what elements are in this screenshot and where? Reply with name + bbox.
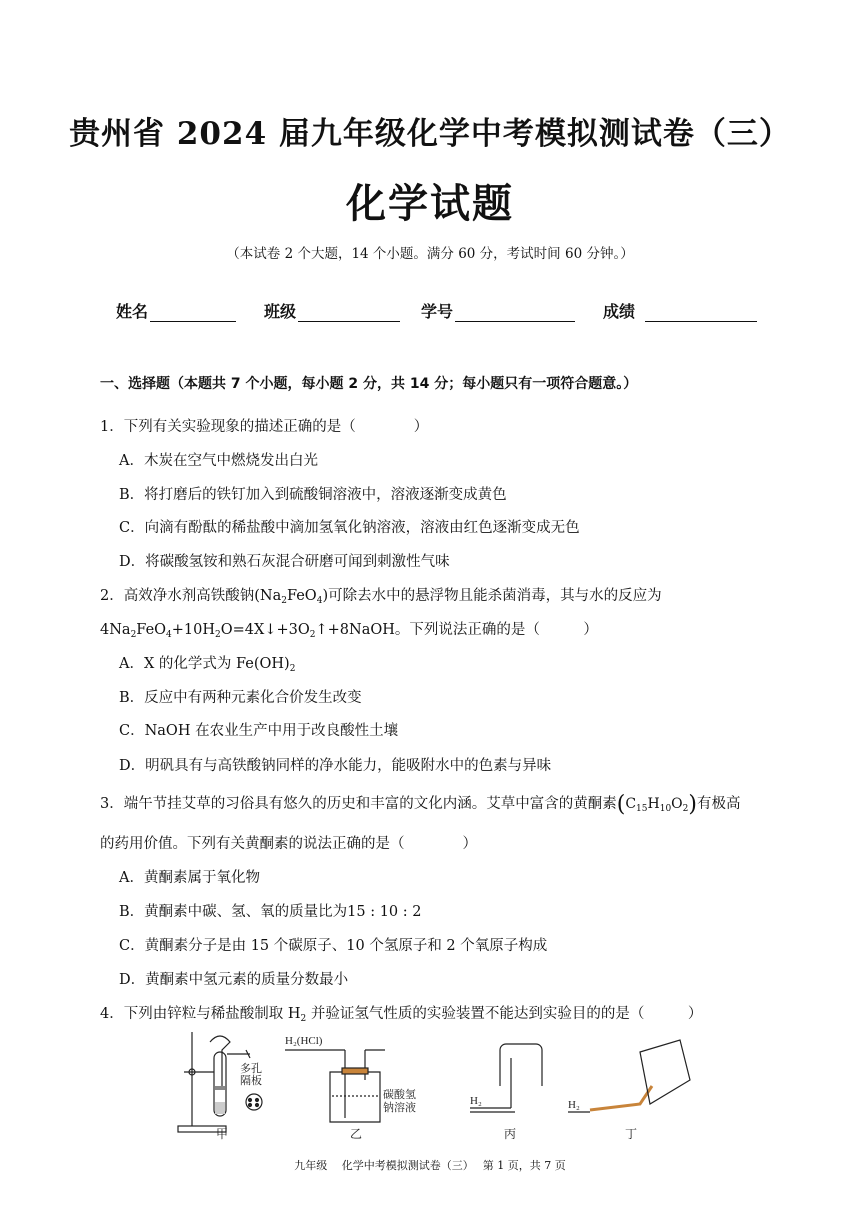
question-2-option-b: B．反应中有两种元素化合价发生改变	[119, 690, 362, 706]
formula-h: H	[647, 796, 660, 812]
jia-label-1: 多孔	[240, 1063, 262, 1075]
question-2-stem	[100, 586, 662, 606]
q2-text-1: 2．高效净水剂高铁酸钠(Na	[100, 588, 282, 604]
eq-sub-2: 4	[166, 630, 172, 640]
name-label: 姓名	[116, 302, 149, 321]
page-footer: 九年级 化学中考模拟测试卷（三） 第 1 页，共 7 页	[294, 1159, 566, 1172]
q3-formula	[625, 794, 688, 814]
name-blank	[150, 303, 236, 322]
id-field	[421, 299, 575, 322]
q3-paren-right: )	[688, 792, 697, 817]
question-1-option-c: C．向滴有酚酞的稀盐酸中滴加氢氧化钠溶液，溶液由红色逐渐变成无色	[119, 520, 580, 536]
eq-sub-1: 2	[130, 630, 137, 640]
question-3-option-a: A．黄酮素属于氧化物	[119, 870, 260, 886]
figure-label-ding: 丁	[625, 1127, 638, 1140]
section-heading: 一、选择题（本题共 7 个小题，每小题 2 分，共 14 分；每小题只有一项符合题意。）	[100, 376, 638, 392]
q2-sub-2: 4	[316, 596, 323, 606]
apparatus-bing	[470, 1044, 542, 1140]
ding-gas-label: H₂	[568, 1099, 580, 1111]
question-1-option-b: B．将打磨后的铁钉加入到硫酸铜溶液中，溶液逐渐变成黄色	[119, 487, 507, 503]
exam-title: 贵州省 2024 届九年级化学中考模拟测试卷（三）	[69, 116, 791, 152]
yi-label-2: 钠溶液	[383, 1102, 416, 1114]
class-field	[264, 299, 400, 322]
question-2-option-a	[119, 654, 295, 674]
q2-text-2: FeO	[286, 588, 317, 604]
figure-label-jia: 甲	[216, 1127, 229, 1140]
exam-note: （本试卷 2 个大题，14 个小题。满分 60 分，考试时间 60 分钟。）	[226, 246, 634, 262]
q2-sub-1: 2	[281, 596, 287, 606]
yi-label-1: 碳酸氢	[383, 1089, 416, 1101]
score-label: 成绩	[603, 302, 636, 321]
question-3-option-d: D．黄酮素中氢元素的质量分数最小	[119, 972, 349, 988]
eq-sub-4: 2	[309, 630, 316, 640]
question-1-option-a: A．木炭在空气中燃烧发出白光	[119, 453, 318, 469]
formula-c: C	[625, 796, 637, 812]
q3-text-2: 有极高	[696, 796, 741, 812]
eq-sub-3: 2	[215, 630, 221, 640]
q3-paren-left: (	[616, 792, 626, 817]
apparatus-ding	[568, 1040, 690, 1140]
class-blank	[298, 303, 400, 322]
jia-label-2: 隔板	[240, 1075, 262, 1087]
exam-subtitle: 化学试题	[346, 181, 514, 227]
question-1-option-d: D．将碳酸氢铵和熟石灰混合研磨可闻到刺激性气味	[119, 554, 450, 570]
formula-o: O	[671, 796, 683, 812]
q2-option-a-text: A．X 的化学式为 Fe(OH)	[119, 656, 290, 672]
question-3-option-b: B．黄酮素中碳、氢、氧的质量比为15 : 10 : 2	[119, 904, 422, 920]
score-field	[603, 299, 757, 322]
eq-part-4: O=4X↓+3O	[220, 622, 310, 638]
question-2-option-d: D．明矾具有与高铁酸钠同样的净水能力，能吸附水中的色素与异味	[119, 758, 552, 774]
question-2-equation	[100, 620, 598, 640]
question-1-stem: 1．下列有关实验现象的描述正确的是（ ）	[100, 419, 429, 435]
q4-text-2: 并验证氢气性质的实验装置不能达到实验目的的是（ ）	[306, 1006, 703, 1022]
q4-text-1: 4．下列由锌粒与稀盐酸制取 H	[100, 1006, 301, 1022]
bing-gas-label: H₂	[470, 1095, 482, 1107]
q2-option-a-sub: 2	[289, 664, 296, 674]
id-blank	[455, 303, 575, 322]
q4-sub: 2	[300, 1014, 307, 1024]
formula-o-count: 2	[682, 804, 689, 814]
q2-text-3: )可除去水中的悬浮物且能杀菌消毒，其与水的反应为	[322, 588, 662, 604]
formula-c-count: 15	[636, 804, 648, 814]
q3-text-1: 3．端午节挂艾草的习俗具有悠久的历史和丰富的文化内涵。艾草中富含的黄酮素	[100, 796, 617, 812]
figure-label-bing: 丙	[504, 1127, 517, 1140]
question-3-option-c: C．黄酮素分子是由 15 个碳原子、10 个氢原子和 2 个氧原子构成	[119, 938, 548, 954]
figure-label-yi: 乙	[350, 1127, 363, 1140]
yi-gas-label: H₂(HCl)	[285, 1035, 323, 1047]
score-blank	[645, 303, 757, 322]
apparatus-yi	[285, 1035, 416, 1140]
id-label: 学号	[421, 302, 454, 321]
question-3-stem-line-1	[100, 794, 740, 815]
apparatus-figure	[170, 1030, 700, 1140]
apparatus-jia	[178, 1032, 262, 1140]
formula-h-count: 10	[659, 804, 672, 814]
question-3-stem-line-2: 的药用价值。下列有关黄酮素的说法正确的是（ ）	[100, 836, 477, 852]
eq-part-1: 4Na	[100, 622, 131, 638]
name-field	[116, 299, 236, 322]
class-label: 班级	[264, 302, 297, 321]
question-2-option-c: C．NaOH 在农业生产中用于改良酸性土壤	[119, 723, 399, 739]
eq-part-2: FeO	[136, 622, 167, 638]
eq-part-5: ↑+8NaOH。下列说法正确的是（ ）	[315, 622, 598, 638]
eq-part-3: +10H	[171, 622, 216, 638]
question-4-stem	[100, 1004, 702, 1024]
